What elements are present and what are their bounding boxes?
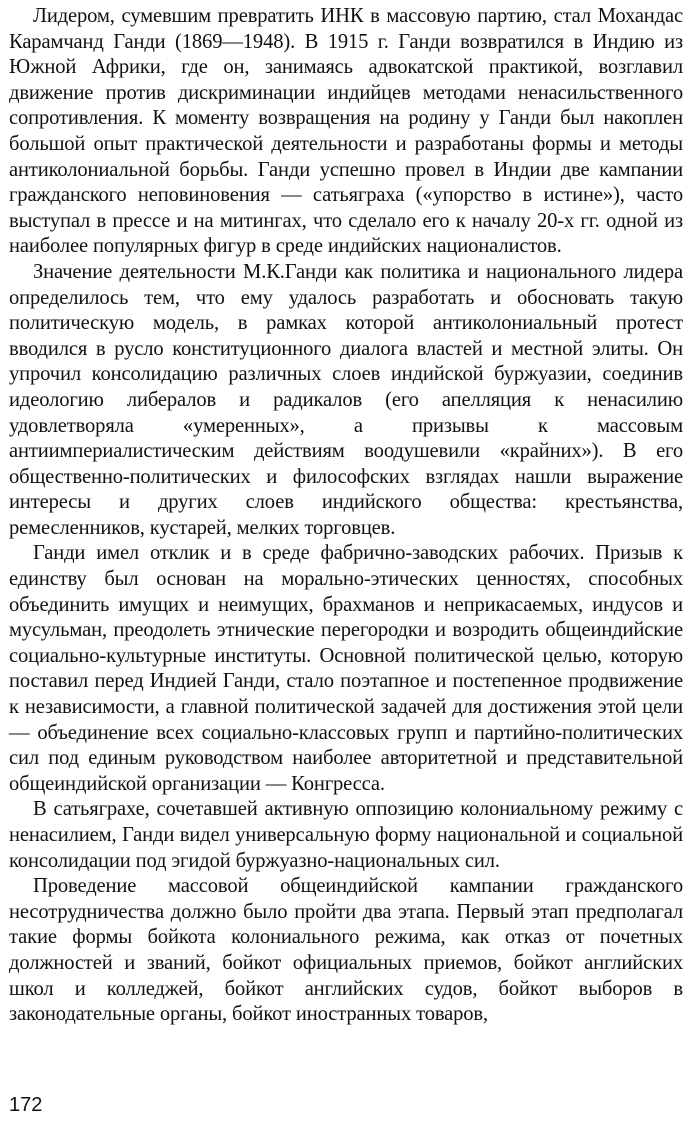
page-number: 172	[9, 1094, 43, 1116]
book-page	[9, 4, 683, 1135]
paragraph-2: Значение деятельности М.К.Ганди как политика и национального лидера определилось тем, что ему удалось разработать и обосновать такую политическую модель, в рамках которой антиколониальный протест вводился в русло конституционного диалога властей и местной элиты. Он упрочил консолидацию различных слоев индийской буржуазии, соединив идеологию либералов и радикалов (его апелляция к ненасилию удовлетворяла «умеренных», а призывы к массовым антиимпериалистическим действиям воодушевили «крайних»). В его общественно-политических и философских взглядах нашли выражение интересы и других слоев индийского общества: крестьянства, ремесленников, кустарей, мелких торговцев.	[9, 260, 683, 539]
body-text	[9, 4, 683, 1028]
paragraph-5: Проведение массовой общеиндийской кампании гражданского несотрудничества должно было пройти два этапа. Первый этап предполагал такие формы бойкота колониального режима, как отказ от почетных должностей и званий, бойкот официальных приемов, бойкот английских школ и колледжей, бойкот английских судов, бойкот выборов в законодательные органы, бойкот иностранных товаров,	[9, 875, 683, 1026]
paragraph-4: В сатьяграхе, сочетавшей активную оппозицию колониальному режиму с ненасилием, Ганди видел универсальную форму национальной и социальной консолидации под эгидой буржуазно-национальных сил.	[9, 798, 683, 872]
paragraph-1: Лидером, сумевшим превратить ИНК в массовую партию, стал Мохандас Карамчанд Ганди (1869—1948). В 1915 г. Ганди возвратился в Индию из Южной Африки, где он, занимаясь адвокатской практикой, возглавил движение против дискриминации индийцев методами ненасильственного сопротивления. К моменту возвращения на родину у Ганди был накоплен большой опыт практической деятельности и разработаны формы и методы антиколониальной борьбы. Ганди успешно провел в Индии две кампании гражданского неповиновения — сатьяграха («упорство в истине»), часто выступал в прессе и на митингах, что сделало его к началу 20-х гг. одной из наиболее популярных фигур в среде индийских националистов.	[9, 5, 683, 258]
paragraph-3: Ганди имел отклик и в среде фабрично-заводских рабочих. Призыв к единству был основан на морально-этических ценностях, способных объединить имущих и неимущих, брахманов и неприкасаемых, индусов и мусульман, преодолеть этнические перегородки и возродить общеиндийские социально-культурные институты. Основной политической целью, которую поставил перед Индией Ганди, стало поэтапное и постепенное продвижение к независимости, а главной политической задачей для достижения этой цели — объединение всех социально-классовых групп и партийно-политических сил под единым руководством наиболее авторитетной и представительной общеиндийской организации — Конгресса.	[9, 542, 683, 795]
